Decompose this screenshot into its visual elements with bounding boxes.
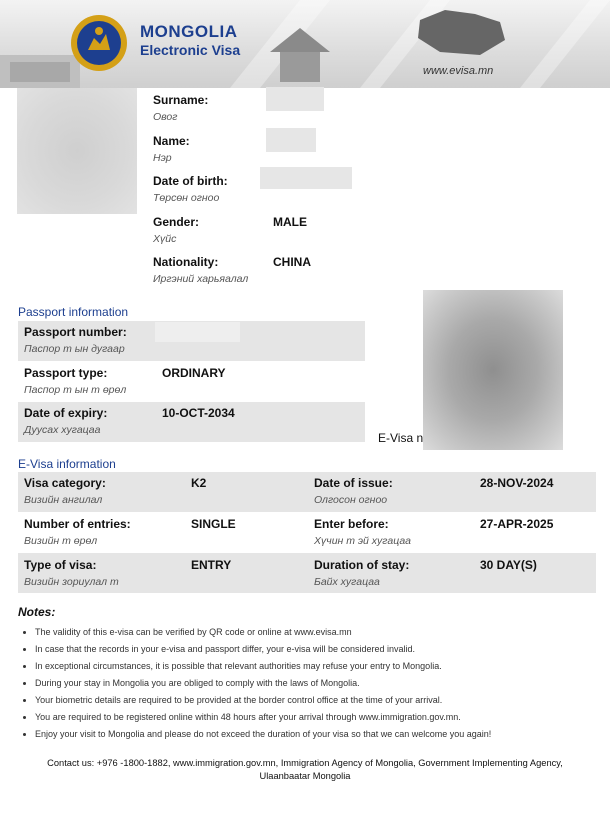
expiry-label: Date of expiry: xyxy=(24,406,108,420)
issue-date-label-mn: Олгосон огноо xyxy=(314,494,388,506)
passport-number-label: Passport number: xyxy=(24,325,127,339)
expiry-label-mn: Дуусах хугацаа xyxy=(24,424,101,436)
mongolia-emblem-icon xyxy=(70,14,128,72)
gender-label-mn: Хүйс xyxy=(153,233,177,245)
visa-category-label-mn: Визийн ангилал xyxy=(24,494,103,506)
contact-footer xyxy=(20,757,590,783)
surname-redacted xyxy=(266,87,324,111)
entries-label-mn: Визийн т өрөл xyxy=(24,535,98,547)
dob-label: Date of birth: xyxy=(153,174,228,188)
dob-redacted xyxy=(260,167,352,189)
visa-type-value: ENTRY xyxy=(191,558,232,572)
contact-line-2: Ulaanbaatar Mongolia xyxy=(259,771,351,781)
gender-label: Gender: xyxy=(153,215,200,229)
name-label: Name: xyxy=(153,134,190,148)
header-subtitle: Electronic Visa xyxy=(140,42,241,58)
duration-value: 30 DAY(S) xyxy=(480,558,537,572)
enter-before-value: 27-APR-2025 xyxy=(480,517,554,531)
evisa-section-title: E-Visa information xyxy=(18,457,116,471)
dob-label-mn: Төрсөн огноо xyxy=(153,192,220,204)
duration-label-mn: Байх хугацаа xyxy=(314,576,380,588)
nationality-label-mn: Иргэний харьяалал xyxy=(153,273,249,285)
visa-category-value: K2 xyxy=(191,476,207,490)
passport-number-redacted xyxy=(155,322,240,342)
header-website: www.evisa.mn xyxy=(423,65,494,77)
gender-value: MALE xyxy=(273,215,307,229)
header-title: MONGOLIA xyxy=(140,22,238,41)
duration-label: Duration of stay: xyxy=(314,558,410,572)
entries-label: Number of entries: xyxy=(24,517,131,531)
visa-category-label: Visa category: xyxy=(24,476,106,490)
name-redacted xyxy=(266,128,316,152)
header-banner xyxy=(0,0,610,88)
surname-label-mn: Овог xyxy=(153,111,178,123)
note-item: • During your stay in Mongolia you are obliged to comply with the laws of Mongolia. xyxy=(35,675,610,692)
enter-before-label: Enter before: xyxy=(314,517,389,531)
passport-section-title: Passport information xyxy=(18,305,129,319)
applicant-photo xyxy=(17,88,137,214)
note-item: • In exceptional circumstances, it is possible that relevant authorities may refuse your entry to Mongolia. xyxy=(35,658,610,675)
note-item: • The validity of this e-visa can be verified by QR code or online at www.evisa.mn xyxy=(35,624,610,641)
note-item: • In case that the records in your e-visa and passport differ, your e-visa will be considered invalid. xyxy=(35,641,610,658)
visa-type-label: Type of visa: xyxy=(24,558,97,572)
note-item: • Your biometric details are required to be provided at the border control office at the time of your arrival. xyxy=(35,692,610,709)
notes-list xyxy=(18,624,610,743)
evisa-caption: E-Visa n xyxy=(378,431,424,445)
note-item: • You are required to be registered online within 48 hours after your arrival through www.immigration.gov.mn. xyxy=(35,709,610,726)
enter-before-label-mn: Хүчин т эй хугацаа xyxy=(314,535,412,547)
nationality-value: CHINA xyxy=(273,255,311,269)
passport-type-label: Passport type: xyxy=(24,366,108,380)
name-label-mn: Нэр xyxy=(153,152,172,164)
notes-title: Notes: xyxy=(18,605,56,619)
expiry-value: 10-OCT-2034 xyxy=(162,406,235,420)
nationality-label: Nationality: xyxy=(153,255,219,269)
qr-code-redacted xyxy=(423,290,563,450)
issue-date-value: 28-NOV-2024 xyxy=(480,476,554,490)
entries-value: SINGLE xyxy=(191,517,236,531)
visa-type-label-mn: Визийн зориулал т xyxy=(24,576,119,588)
passport-number-label-mn: Паспор т ын дугаар xyxy=(24,343,125,355)
issue-date-label: Date of issue: xyxy=(314,476,393,490)
passport-type-value: ORDINARY xyxy=(162,366,226,380)
contact-line-1: Contact us: +976 -1800-1882, www.immigration.gov.mn, Immigration Agency of Mongolia, Government Implementing Agency, xyxy=(47,758,563,768)
passport-type-label-mn: Паспор т ын т өрөл xyxy=(24,384,127,396)
note-item: • Enjoy your visit to Mongolia and please do not exceed the duration of your visa so that we can welcome you again! xyxy=(35,726,610,743)
surname-label: Surname: xyxy=(153,93,209,107)
